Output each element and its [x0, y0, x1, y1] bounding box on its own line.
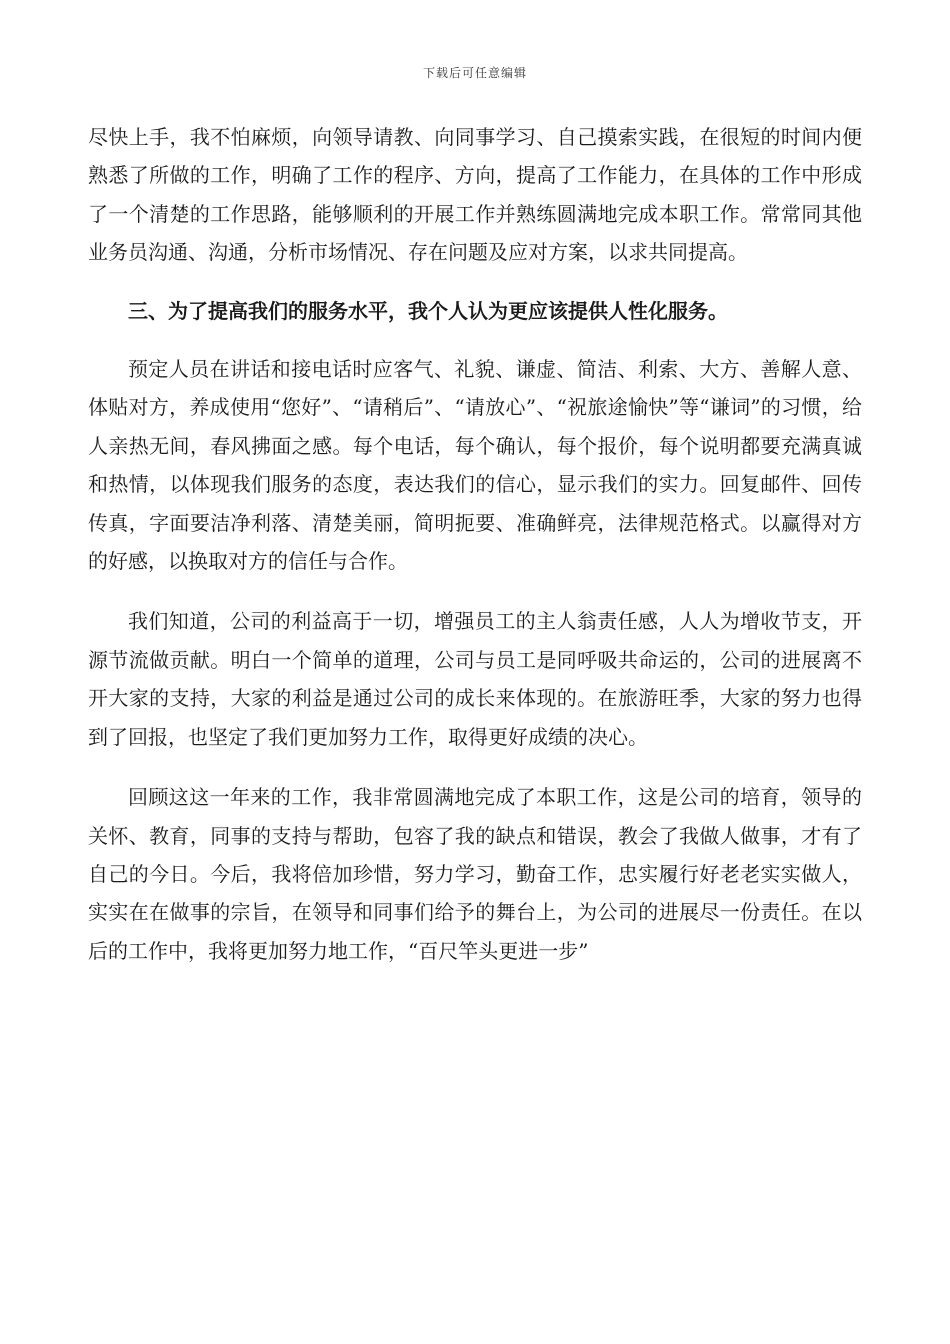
paragraph-year-review: 回顾这这一年来的工作，我非常圆满地完成了本职工作，这是公司的培育，领导的关怀、教育，同事的支持与帮助，包容了我的缺点和错误，教会了我做人做事，才有了自己的今日。今后，我将倍加珍惜，努力学习，勤奋工作，忠实履行好老老实实做人，实实在在做事的宗旨，在领导和同事们给予的舞台上，为公司的进展尽一份责任。在以后的工作中，我将更加努力地工作，“百尺竿头更进一步”: [88, 785, 862, 963]
paragraph-company-interest: 我们知道，公司的利益高于一切，增强员工的主人翁责任感，人人为增收节支，开源节流做贡献。明白一个简单的道理，公司与员工是同呼吸共命运的，公司的进展离不开大家的支持，大家的利益是通过公司的成长来体现的。在旅游旺季，大家的努力也得到了回报，也坚定了我们更加努力工作，取得更好成绩的决心。: [88, 609, 862, 749]
spacer: [88, 580, 862, 602]
paragraph-continuation: 尽快上手，我不怕麻烦，向领导请教、向同事学习、自己摸索实践，在很短的时间内便熟悉了所做的工作，明确了工作的程序、方向，提高了工作能力，在具体的工作中形成了一个清楚的工作思路，能够顺利的开展工作并熟练圆满地完成本职工作。常常同其他业务员沟通、沟通，分析市场情况、存在问题及应对方案，以求共同提高。: [88, 125, 862, 265]
page-header: 下载后可任意编辑: [422, 66, 527, 80]
section-heading-3: 三、为了提高我们的服务水平，我个人认为更应该提供人性化服务。: [128, 298, 728, 323]
paragraph-service-etiquette: 预定人员在讲话和接电话时应客气、礼貌、谦虚、简洁、利索、大方、善解人意、体贴对方，养成使用“您好”、“请稍后”、“请放心”、“祝旅途愉快”等“谦词”的习惯，给人亲热无间，春风拂面之感。每个电话，每个确认，每个报价，每个说明都要充满真诚和热情，以体现我们服务的态度，表达我们的信心，显示我们的实力。回复邮件、回传传真，字面要洁净利落、清楚美丽，简明扼要、准确鲜亮，法律规范格式。以赢得对方的好感，以换取对方的信任与合作。: [88, 357, 862, 574]
spacer: [88, 272, 862, 292]
document-body: [88, 118, 862, 970]
spacer: [88, 330, 862, 350]
spacer: [88, 756, 862, 778]
